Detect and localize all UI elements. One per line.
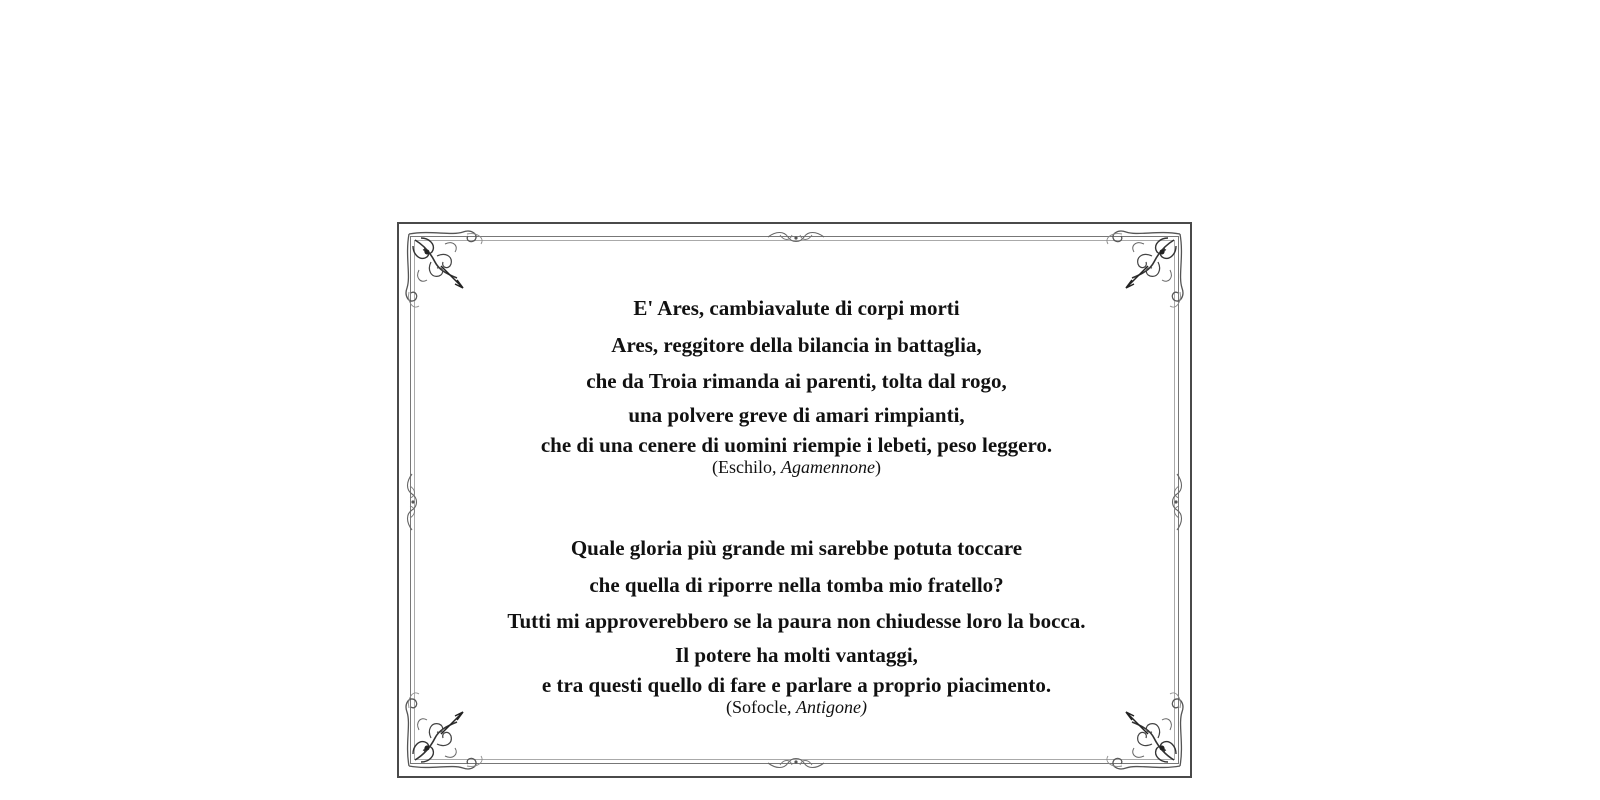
poem-sofocle [399, 530, 1194, 716]
poem-line: che quella di riporre nella tomba mio fratello? [589, 572, 1004, 597]
poem-line: Il potere ha molti vantaggi, [675, 642, 918, 667]
citation-author: (Eschilo, [712, 456, 781, 477]
citation [399, 698, 1194, 716]
citation-work: Agamennone [781, 456, 875, 477]
quote-card [397, 222, 1192, 778]
citation-close: ) [874, 456, 881, 477]
side-ornament-icon [404, 472, 420, 532]
citation [399, 458, 1194, 476]
poem-line: Tutti mi approverebbero se la paura non chiudesse loro la bocca. [507, 609, 1086, 633]
citation-work: Antigone) [796, 696, 867, 717]
side-ornament-icon [1169, 472, 1185, 532]
poem-line: che di una cenere di uomini riempie i lebeti, peso leggero. [540, 432, 1053, 457]
poem-eschilo [399, 290, 1194, 476]
poem-line: e tra questi quello di fare e parlare a proprio piacimento. [541, 672, 1052, 697]
poem-line: Quale gloria più grande mi sarebbe potuta toccare [570, 536, 1023, 560]
swag-ornament-icon [766, 755, 826, 771]
poem-line: E' Ares, cambiavalute di corpi morti [633, 296, 960, 320]
citation-author: (Sofocle, [726, 696, 796, 717]
poem-line: una polvere greve di amari rimpianti, [628, 402, 965, 427]
swag-ornament-icon [766, 229, 826, 245]
poem-line: Ares, reggitore della bilancia in battaglia, [611, 332, 982, 357]
poem-line: che da Troia rimanda ai parenti, tolta dal rogo, [586, 369, 1007, 393]
